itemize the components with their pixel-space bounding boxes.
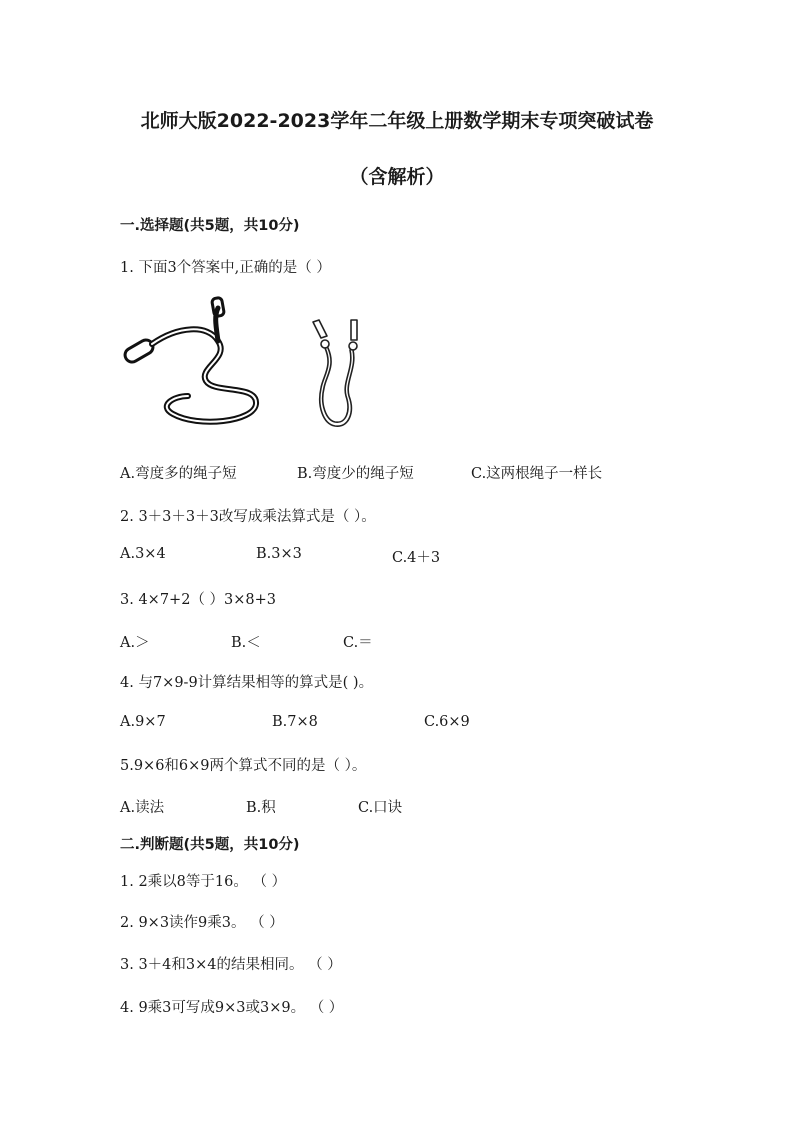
section-header-judgement: 二.判断题(共5题，共10分) (120, 837, 300, 853)
judge-question-4: 4. 9乘3可写成9×3或3×9。 （ ） (120, 1000, 344, 1016)
q4-option-c: C.6×9 (424, 714, 470, 730)
q3-option-a: A.＞ (120, 635, 150, 651)
question-1: 1. 下面3个答案中,正确的是（ ） (120, 260, 331, 276)
q5-option-c: C.口诀 (358, 800, 403, 816)
judge-question-1: 1. 2乘以8等于16。 （ ） (120, 874, 287, 890)
q2-option-a: A.3×4 (120, 546, 166, 562)
rope-straight-image (303, 316, 373, 434)
section-header-choice: 一.选择题(共5题，共10分) (120, 218, 300, 234)
q3-option-c: C.＝ (343, 635, 373, 651)
q3-option-b: B.＜ (231, 635, 261, 651)
q1-option-b: B.弯度少的绳子短 (297, 466, 414, 482)
question-5: 5.9×6和6×9两个算式不同的是（ ）。 (120, 758, 367, 774)
document-subtitle: （含解析） (349, 166, 445, 188)
q1-option-c: C.这两根绳子一样长 (471, 466, 603, 482)
question-3: 3. 4×7+2（ ）3×8+3 (120, 592, 277, 608)
document-title: 北师大版2022-2023学年二年级上册数学期末专项突破试卷 (140, 110, 654, 132)
rope-curvy-image (118, 296, 268, 436)
q1-option-a: A.弯度多的绳子短 (120, 466, 237, 482)
q2-option-b: B.3×3 (256, 546, 302, 562)
q4-option-b: B.7×8 (272, 714, 318, 730)
q5-option-a: A.读法 (120, 800, 165, 816)
question-2: 2. 3＋3＋3＋3改写成乘法算式是（ ）。 (120, 509, 376, 525)
q2-option-c: C.4＋3 (392, 550, 441, 566)
judge-question-2: 2. 9×3读作9乘3。 （ ） (120, 915, 284, 931)
q5-option-b: B.积 (246, 800, 276, 816)
q4-option-a: A.9×7 (120, 714, 166, 730)
question-4: 4. 与7×9-9计算结果相等的算式是( )。 (120, 675, 374, 691)
judge-question-3: 3. 3＋4和3×4的结果相同。 （ ） (120, 957, 342, 973)
